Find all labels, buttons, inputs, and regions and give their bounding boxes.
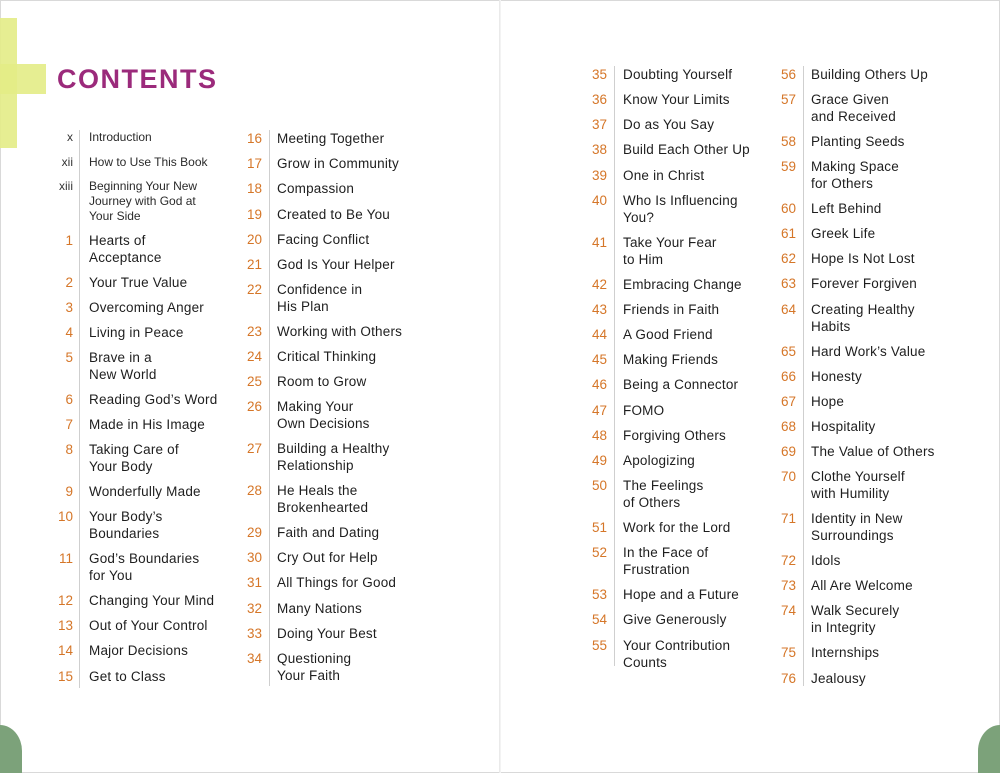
entry-title: Apologizing	[623, 453, 696, 468]
toc-column-2	[244, 130, 454, 686]
page-number: 55	[591, 638, 607, 653]
entry-title: Do as You Say	[623, 117, 715, 132]
entry-title: Beginning Your New Journey with God at Your Side	[89, 179, 198, 223]
page-number: xii	[61, 155, 73, 169]
entry-title: Hard Work’s Value	[811, 344, 926, 359]
entry-title: Reading God’s Word	[89, 392, 218, 407]
entry-title: Out of Your Control	[89, 618, 208, 633]
page-number: 10	[57, 509, 73, 524]
entry-title: Brave in a New World	[89, 350, 157, 382]
toc-column-1	[55, 130, 265, 688]
entry-title: Overcoming Anger	[89, 300, 205, 315]
page-number: 20	[246, 232, 262, 247]
page-number: 73	[780, 578, 796, 593]
page-number: 21	[246, 257, 262, 272]
page-number: 9	[65, 484, 73, 499]
entry-title: Jealousy	[811, 671, 866, 686]
page-number: 33	[246, 626, 262, 641]
entry-title: The Value of Others	[811, 444, 935, 459]
page-number: 7	[65, 417, 73, 432]
page-number: 37	[591, 117, 607, 132]
entry-title: Making Space for Others	[811, 159, 899, 191]
entry-title: Making Your Own Decisions	[277, 399, 370, 431]
entry-title: Planting Seeds	[811, 134, 905, 149]
page-number: 16	[246, 131, 262, 146]
page-number: 76	[780, 671, 796, 686]
entry-title: All Are Welcome	[811, 578, 913, 593]
entry-title: Compassion	[277, 181, 355, 196]
entry-title: Living in Peace	[89, 325, 184, 340]
entry-title: Taking Care of Your Body	[89, 442, 179, 474]
entry-title: FOMO	[623, 403, 665, 418]
entry-title: Greek Life	[811, 226, 876, 241]
entry-title: Faith and Dating	[277, 525, 380, 540]
entry-title: The Feelings of Others	[623, 478, 704, 510]
page-number: 12	[57, 593, 73, 608]
entry-title: Get to Class	[89, 669, 166, 684]
entry-title: Cry Out for Help	[277, 550, 378, 565]
entry-title: All Things for Good	[277, 575, 397, 590]
entry-title: Facing Conflict	[277, 232, 370, 247]
entry-title: One in Christ	[623, 168, 705, 183]
page-number: 35	[591, 67, 607, 82]
entry-title: Work for the Lord	[623, 520, 731, 535]
page-number: 59	[780, 159, 796, 174]
entry-title: Your True Value	[89, 275, 188, 290]
page-number: 54	[591, 612, 607, 627]
page-number: 56	[780, 67, 796, 82]
page-number: 18	[246, 181, 262, 196]
page-number: 45	[591, 352, 607, 367]
entry-title: Know Your Limits	[623, 92, 730, 107]
entry-title: Embracing Change	[623, 277, 742, 292]
page-number: 66	[780, 369, 796, 384]
entry-title: Clothe Yourself with Humility	[811, 469, 905, 501]
page-number: 61	[780, 226, 796, 241]
entry-title: Working with Others	[277, 324, 403, 339]
entry-title: God’s Boundaries for You	[89, 551, 200, 583]
page-number: 43	[591, 302, 607, 317]
entry-title: A Good Friend	[623, 327, 713, 342]
page-number: 32	[246, 601, 262, 616]
page-number: 2	[65, 275, 73, 290]
entry-title: Who Is Influencing You?	[623, 193, 738, 225]
page-number: 24	[246, 349, 262, 364]
entry-title: Internships	[811, 645, 880, 660]
entry-title: He Heals the Brokenhearted	[277, 483, 369, 515]
page-number: 70	[780, 469, 796, 484]
entry-title: Take Your Fear to Him	[623, 235, 717, 267]
page-number: 44	[591, 327, 607, 342]
entry-title: Made in His Image	[89, 417, 205, 432]
page-number: x	[67, 130, 73, 144]
entry-title: Friends in Faith	[623, 302, 720, 317]
toc-column-3	[588, 66, 798, 670]
page-number: 38	[591, 142, 607, 157]
entry-title: Questioning Your Faith	[277, 651, 352, 683]
entry-title: Identity in New Surroundings	[811, 511, 903, 543]
page-number: 13	[57, 618, 73, 633]
page-number: 28	[246, 483, 262, 498]
entry-title: Give Generously	[623, 612, 727, 627]
column-rule	[269, 130, 270, 686]
entry-title: Many Nations	[277, 601, 362, 616]
page-number: xiii	[59, 179, 73, 193]
page-number: 62	[780, 251, 796, 266]
page-number: 67	[780, 394, 796, 409]
entry-title: Your Contribution Counts	[623, 638, 731, 670]
page-number: 31	[246, 575, 262, 590]
page-number: 69	[780, 444, 796, 459]
entry-title: Build Each Other Up	[623, 142, 750, 157]
page-title: CONTENTS	[57, 64, 218, 94]
entry-title: Doubting Yourself	[623, 67, 733, 82]
column-rule	[614, 66, 615, 666]
entry-title: In the Face of Frustration	[623, 545, 709, 577]
page-number: 27	[246, 441, 262, 456]
page-number: 40	[591, 193, 607, 208]
page-number: 60	[780, 201, 796, 216]
entry-title: Honesty	[811, 369, 862, 384]
column-rule	[79, 130, 80, 688]
page-number: 63	[780, 276, 796, 291]
entry-title: Hope	[811, 394, 845, 409]
page-number: 42	[591, 277, 607, 292]
page-number: 4	[65, 325, 73, 340]
entry-title: Wonderfully Made	[89, 484, 201, 499]
page-number: 64	[780, 302, 796, 317]
page-number: 58	[780, 134, 796, 149]
page-number: 19	[246, 207, 262, 222]
entry-title: Major Decisions	[89, 643, 189, 658]
page-number: 46	[591, 377, 607, 392]
entry-title: Forgiving Others	[623, 428, 726, 443]
entry-title: Created to Be You	[277, 207, 390, 222]
entry-title: Building Others Up	[811, 67, 928, 82]
page-number: 1	[65, 233, 73, 248]
page-number: 41	[591, 235, 607, 250]
page-number: 50	[591, 478, 607, 493]
entry-title: Critical Thinking	[277, 349, 377, 364]
entry-title: Grace Given and Received	[811, 92, 896, 124]
page-number: 57	[780, 92, 796, 107]
entry-title: Idols	[811, 553, 841, 568]
page-number: 34	[246, 651, 262, 666]
page-number: 71	[780, 511, 796, 526]
entry-title: Building a Healthy Relationship	[277, 441, 390, 473]
page-number: 53	[591, 587, 607, 602]
entry-title: How to Use This Book	[89, 155, 208, 169]
page-number: 68	[780, 419, 796, 434]
page-number: 47	[591, 403, 607, 418]
page-number: 51	[591, 520, 607, 535]
entry-title: Being a Connector	[623, 377, 739, 392]
page-number: 36	[591, 92, 607, 107]
page-number: 52	[591, 545, 607, 560]
page-number: 14	[57, 643, 73, 658]
entry-title: Confidence in His Plan	[277, 282, 363, 314]
page-number: 75	[780, 645, 796, 660]
page-number: 25	[246, 374, 262, 389]
entry-title: Hospitality	[811, 419, 876, 434]
page-number: 49	[591, 453, 607, 468]
entry-title: Your Body’s Boundaries	[89, 509, 163, 541]
toc-column-4	[777, 66, 987, 686]
column-rule	[803, 66, 804, 686]
page-number: 22	[246, 282, 262, 297]
entry-title: Walk Securely in Integrity	[811, 603, 900, 635]
page-number: 3	[65, 300, 73, 315]
page-number: 8	[65, 442, 73, 457]
entry-title: God Is Your Helper	[277, 257, 395, 272]
entry-title: Hope and a Future	[623, 587, 739, 602]
page-number: 65	[780, 344, 796, 359]
page-number: 72	[780, 553, 796, 568]
page-number: 30	[246, 550, 262, 565]
entry-title: Changing Your Mind	[89, 593, 215, 608]
page-number: 11	[58, 551, 73, 566]
entry-title: Meeting Together	[277, 131, 385, 146]
entry-title: Forever Forgiven	[811, 276, 917, 291]
entry-title: Room to Grow	[277, 374, 367, 389]
entry-title: Making Friends	[623, 352, 719, 367]
entry-title: Doing Your Best	[277, 626, 377, 641]
entry-title: Introduction	[89, 130, 152, 144]
entry-title: Creating Healthy Habits	[811, 302, 915, 334]
entry-title: Hearts of Acceptance	[89, 233, 162, 265]
page-number: 6	[65, 392, 73, 407]
page-number: 29	[246, 525, 262, 540]
entry-title: Grow in Community	[277, 156, 399, 171]
book-gutter	[499, 0, 501, 773]
page-number: 17	[246, 156, 262, 171]
entry-title: Hope Is Not Lost	[811, 251, 915, 266]
entry-title: Left Behind	[811, 201, 882, 216]
page-number: 74	[780, 603, 796, 618]
page-number: 15	[57, 669, 73, 684]
page-number: 5	[65, 350, 73, 365]
page-number: 26	[246, 399, 262, 414]
page-number: 48	[591, 428, 607, 443]
page-number: 39	[591, 168, 607, 183]
page-number: 23	[246, 324, 262, 339]
cross-decoration-horizontal	[0, 64, 46, 94]
